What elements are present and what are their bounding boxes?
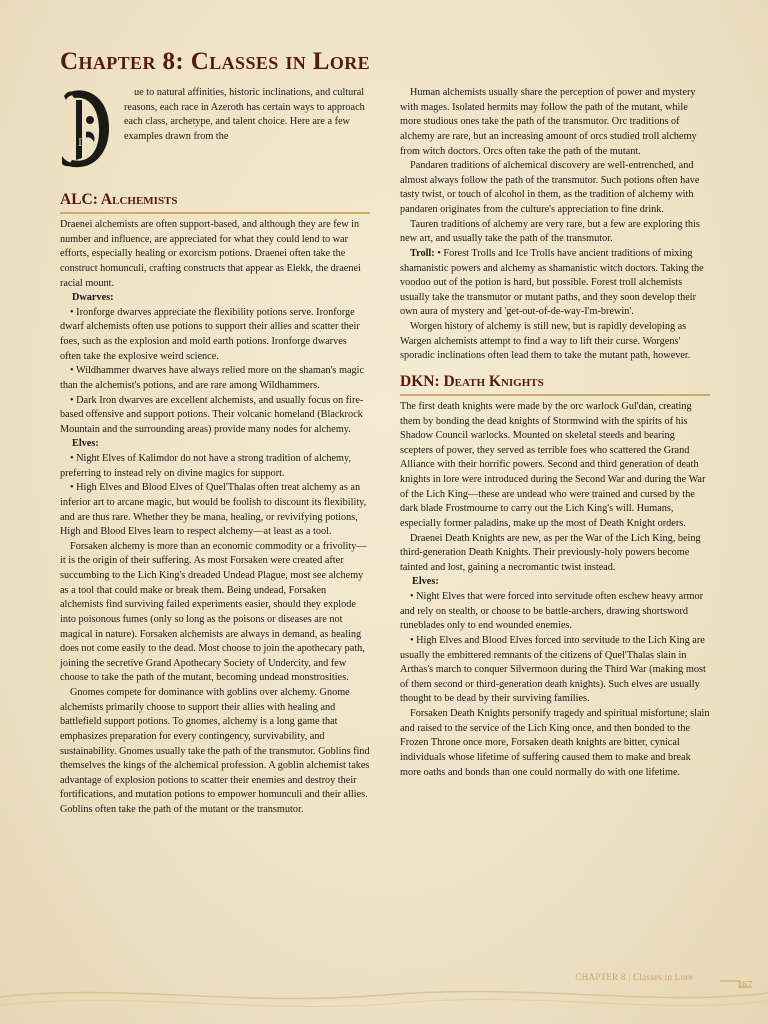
- footer-label: CHAPTER 8 | Classes in Lore: [575, 972, 693, 982]
- right-column: [400, 86, 710, 780]
- dropcap-ornament-icon: [60, 86, 116, 172]
- chapter-title: Chapter 8: Classes in Lore: [60, 48, 371, 75]
- svg-text:D: D: [78, 138, 87, 149]
- page-number: 167: [737, 980, 752, 991]
- dk-forsaken-paragraph: Forsaken Death Knights personify tragedy and spiritual misfortune; slain and raised to the service of the Lich King once, and then bonded to the Frozen Throne once more, Forsaken death knights are bitter, cynical individuals whose lifetime of suffering caused them to make and break more oaths and bonds than one could normally do with one lifetime.: [400, 708, 710, 778]
- draenei-death-knights-paragraph: Draenei Death Knights are new, as per the War of the Lich King, being third-generation Death Knights. Their previously-holy powers become tainted and lost, gaining a necromantic twist instead.: [400, 532, 701, 573]
- worgen-paragraph: Worgen history of alchemy is still new, but is rapidly developing as Wargen alchemists attempt to find a way to lift their curse. Worgens' sporadic inclinations often lead them to take the mutant path, however.: [400, 321, 691, 362]
- intro-block: [60, 86, 370, 174]
- gnomes-paragraph: Gnomes compete for dominance with goblins over alchemy. Gnome alchemists primarily choose to support their allies with healing and battlefield support potions. To gnomes, alchemy is a long game that emphasizes preparation for every contingency, survivability, and sustainability. Gnomes usually take the path of the transmutor. Goblins find themselves the kings of the alchemical profession. A goblin alchemist takes advantage of explosion potions to scatter their enemies and destroy their fortifications, and mutation potions to empower homunculi and their allies. Goblins often take the path of the mutant or the transmutor.: [60, 687, 370, 815]
- night-elves-paragraph: • Night Elves of Kalimdor do not have a strong tradition of alchemy, preferring to instead rely on divine magics for support.: [60, 453, 352, 479]
- dk-elves-label: Elves:: [412, 576, 439, 588]
- footer-ornament-icon: [0, 975, 768, 1024]
- death-knights-heading: DKN: Death Knights: [400, 372, 710, 396]
- dk-high-elves-paragraph: • High Elves and Blood Elves forced into servitude to the Lich King are usually the embittered remnants of the citizens of Quel'Thalas slain in Arthas's march to conquer Silvermoon during the Third War (making most of them second or third-generation death knights). Such elves are usually thought to be dead by their surviving families.: [400, 634, 706, 705]
- intro-paragraph: ue to natural affinities, historic inclinations, and cultural reasons, each race in Azeroth has certain ways to approach each class, archetype, and talent choice. Here are a few examples drawn from the: [124, 87, 365, 142]
- pandaren-paragraph: Pandaren traditions of alchemical discovery are well-entrenched, and almost always follow the path of the transmutor. Such potions often have tasty twist, or touch of alcohol in them, as the tradition of alchemy with pandaren originates from the culture's appreciation to fine drink.: [400, 160, 700, 215]
- draenei-alchemists-paragraph: Draenei alchemists are often support-based, and although they are few in number and influence, are appreciated for what they could lend to war efforts, especially healing or exorcism potions. Draenei often take the construct homunculi, crafting constructs that appear as Elekk, the draenei racial mount.: [60, 219, 361, 289]
- dwarves-label: Dwarves:: [72, 292, 114, 304]
- death-knights-intro-paragraph: The first death knights were made by the orc warlock Gul'dan, creating them by bonding the dead knights of Stormwind with the spirits of his Shadow Council warlocks. Mounted on skeletal steeds and bearing scepters of power, they served as terrible foes who scattered the Grand Alliance with their horrific powers. Second and third generation of death knights in lore were introduced during the Second War and during the War of the Lich King—these are undead who were trained and cursed by the dark blade Frostmourne to carry out the Lich King's will. Humans, especially former paladins, make up the most of Death Knight orders.: [400, 400, 706, 529]
- alchemists-heading: ALC: Alchemists: [60, 190, 370, 214]
- troll-label: Troll:: [410, 247, 435, 259]
- human-alchemists-paragraph: Human alchemists usually share the perception of power and mystery with mages. Isolated hermits may follow the path of the mutant, while more studious ones take the path of the transmutor. Orc traditions of alchemy are rare, but an increasing amount of orcs studied troll alchemy from witch doctors. Orcs often take the path of the mutant.: [400, 87, 697, 157]
- tauren-paragraph: Tauren traditions of alchemy are very rare, but a few are exploring this new art, and usually take the path of the transmutor.: [400, 218, 700, 245]
- troll-text: • Forest Trolls and Ice Trolls have ancient traditions of mixing shamanistic powers and alchemy as shamanistic witch doctors. Taking the voodoo out of the potion is hard, but possible. Forest troll alchemists usually take the transmutor or mutant paths, and they soon develop their own aura of mystery and 'get-out-of-de-way-I'm-brewin'.: [400, 247, 704, 318]
- wildhammer-paragraph: • Wildhammer dwarves have always relied more on the shaman's magic than the alchemist's potions, and are rare among Wildhammers.: [60, 365, 365, 391]
- dark-iron-paragraph: • Dark Iron dwarves are excellent alchemists, and usually focus on fire-based offensive and support potions. Their volcanic homeland (Blackrock Mountain and the surrounding areas) provide many nodes for alchemy.: [60, 394, 364, 435]
- troll-paragraph: [400, 247, 710, 320]
- forsaken-alchemy-paragraph: Forsaken alchemy is more than an economic commodity or a frivolity—it is the origin of their suffering. As most Forsaken were created after succumbing to the Lich King's dreaded Undead Plague, most see alchemy as a tool that could make or break them. Being undead, Forsaken alchemists find surviving failed experiments easier, should they explode into poisonous fumes (only so long as the poisons or diseases are not magical in nature). Forsaken alchemists are always in demand, as healing does not come easily to the dead. Most choose to join the apothecary path, joining the secretive Grand Apothecary Society of Undercity, and few choose to take the path of the mutant, becoming undead monstrosities.: [60, 540, 367, 684]
- elves-label: Elves:: [72, 438, 99, 450]
- left-column: [60, 86, 370, 818]
- ironforge-paragraph: • Ironforge dwarves appreciate the flexibility potions serve. Ironforge dwarf alchemists often use potions to support their allies and scatter their foes, such as the explosion and mold earth potions. Ironforge dwarves often take the explosive weird science.: [60, 306, 360, 362]
- dk-night-elves-paragraph: • Night Elves that were forced into servitude often eschew heavy armor and rely on stealth, or choose to be battle-archers, drawing shortsword runeblades only to end wounded enemies.: [400, 591, 704, 632]
- high-elves-paragraph: • High Elves and Blood Elves of Quel'Thalas often treat alchemy as an inferior art to arcane magic, but would be foolish to discount its flexibility, and are thus rare. Whether they be mana, healing, or revivifying potions, High and Blood Elves learn to respect alchemy—at least as a tool.: [60, 482, 367, 538]
